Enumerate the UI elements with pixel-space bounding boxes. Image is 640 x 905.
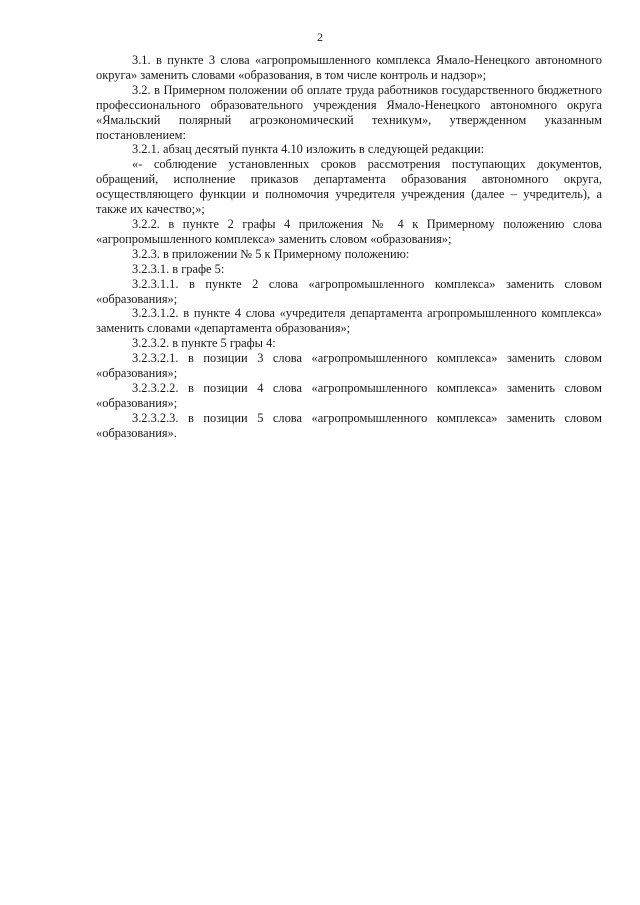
paragraph-3-2-3: 3.2.3. в приложении № 5 к Примерному положению:: [132, 246, 410, 261]
paragraph-3-2-1: 3.2.1. абзац десятый пункта 4.10 изложить в следующей редакции:: [132, 142, 485, 157]
paragraph-3-2: 3.2. в Примерном положении об оплате труда работников государственного бюджетного профессионального образовательного учреждения Ямало-Ненецкого автономного округа «Ямальский полярный агроэкономический техникум», утвержденном указанным постановлением:: [96, 82, 602, 142]
page-number: 2: [317, 30, 323, 44]
paragraph-3-2-3-1: 3.2.3.1. в графе 5:: [132, 261, 225, 276]
paragraph-3-2-2: 3.2.2. в пункте 2 графы 4 приложения № 4 к Примерному положению слова «агропромышленного комплекса» заменить словом «образования»;: [96, 216, 602, 246]
paragraph-quoted-text: «- соблюдение установленных сроков рассмотрения поступающих документов, обращений, исполнение приказов департамента образования автономного округа, осуществляющего функции и полномочия учредителя учреждения (далее – учредитель), а также их качество;»;: [96, 157, 602, 217]
paragraph-3-2-3-1-2: 3.2.3.1.2. в пункте 4 слова «учредителя департамента агропромышленного комплекса» заменить словами «департамента образования»;: [96, 306, 602, 336]
paragraph-3-2-3-2: 3.2.3.2. в пункте 5 графы 4:: [132, 336, 276, 351]
document-body: [96, 53, 602, 441]
paragraph-3-1: 3.1. в пункте 3 слова «агропромышленного комплекса Ямало-Ненецкого автономного округа» заменить словами «образования, в том числе контроль и надзор»;: [96, 53, 602, 82]
paragraph-3-2-3-1-1: 3.2.3.1.1. в пункте 2 слова «агропромышленного комплекса» заменить словом «образования»;: [96, 276, 602, 306]
paragraph-3-2-3-2-1: 3.2.3.2.1. в позиции 3 слова «агропромышленного комплекса» заменить словом «образования»;: [96, 351, 602, 381]
paragraph-3-2-3-2-2: 3.2.3.2.2. в позиции 4 слова «агропромышленного комплекса» заменить словом «образования»;: [96, 380, 602, 410]
paragraph-3-2-3-2-3: 3.2.3.2.3. в позиции 5 слова «агропромышленного комплекса» заменить словом «образования».: [96, 410, 602, 440]
